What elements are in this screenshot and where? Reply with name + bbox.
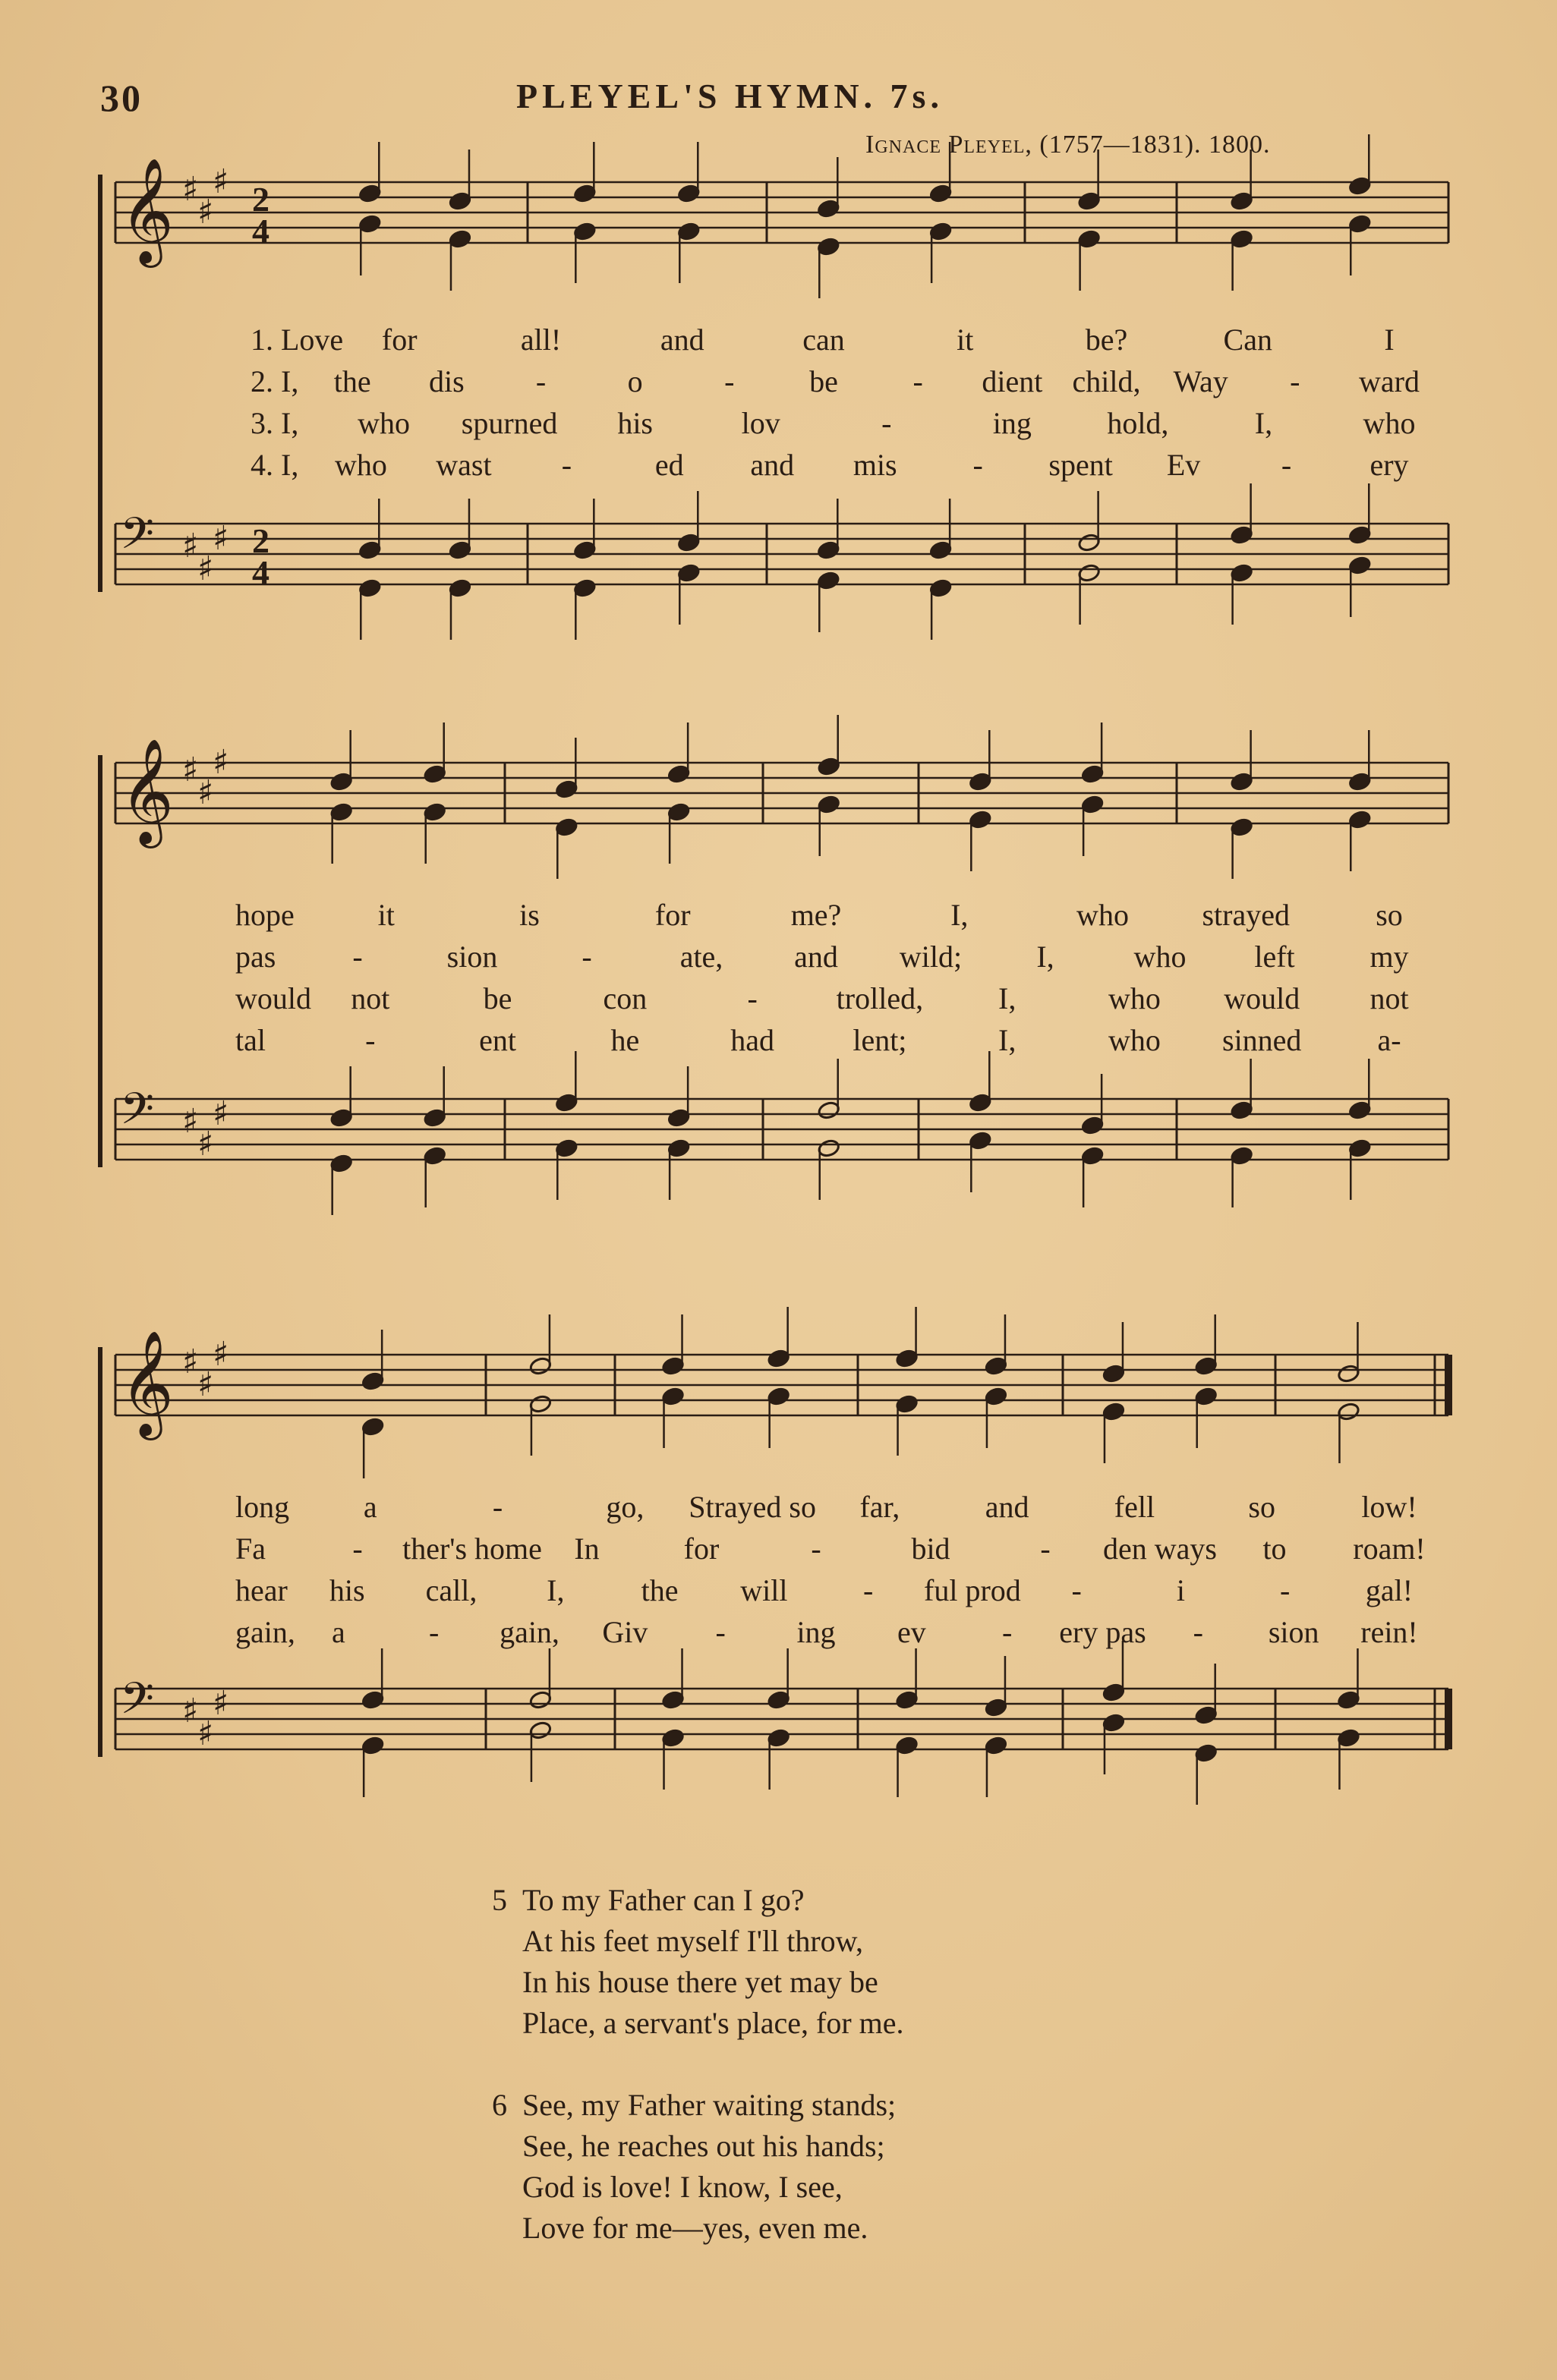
note-head [555, 1093, 578, 1113]
sharp-icon: ♯ [197, 1714, 214, 1753]
lyric-syllable: spent [1048, 448, 1113, 482]
sharp-icon: ♯ [182, 1102, 199, 1141]
note-head [361, 1736, 385, 1755]
note-head [1194, 1387, 1218, 1406]
note-head [1230, 229, 1253, 249]
lyric-syllable: ther's home [402, 1532, 542, 1566]
lyric-syllable: - [972, 448, 983, 482]
lyric-syllable: - [811, 1532, 821, 1566]
note-head [895, 1690, 919, 1710]
note-head [1348, 1100, 1372, 1120]
lyric-syllable: so [1248, 1490, 1276, 1524]
lyric-syllable: I [1384, 323, 1395, 357]
note-head [449, 578, 472, 598]
note-head [529, 1720, 553, 1740]
note-head [969, 810, 992, 830]
lyric-syllable: hear [235, 1573, 288, 1607]
lyric-syllable: spurned [461, 406, 558, 440]
note-head [661, 1356, 685, 1376]
note-head [969, 772, 992, 792]
lyric-syllable: for [683, 1532, 720, 1566]
lyric-syllable: 4. I, [251, 448, 299, 482]
lyric-syllable: - [582, 940, 592, 974]
sharp-icon: ♯ [197, 1365, 214, 1404]
lyric-syllable: who [1133, 940, 1187, 974]
lyric-syllable: dis [428, 364, 465, 398]
lyric-syllable: is [519, 898, 540, 932]
note-head [817, 237, 840, 257]
note-head [1081, 1116, 1105, 1135]
lyric-syllable: fell [1114, 1490, 1155, 1524]
lyric-syllable: I, [547, 1573, 565, 1607]
lyric-syllable: would [235, 981, 311, 1015]
note-head [1081, 795, 1105, 814]
lyric-syllable: for [381, 323, 418, 357]
lyric-syllable: mis [853, 448, 897, 482]
sharp-icon: ♯ [197, 773, 214, 812]
lyric-syllable: the [333, 364, 371, 398]
note-head [529, 1356, 553, 1376]
lyric-syllable: I, [998, 1023, 1016, 1057]
note-head [361, 1417, 385, 1437]
verse-line: In his house there yet may be [522, 1965, 878, 1999]
lyric-syllable: not [351, 981, 390, 1015]
note-head [985, 1698, 1008, 1717]
note-head [985, 1356, 1008, 1376]
note-head [767, 1387, 790, 1406]
sharp-icon: ♯ [182, 1692, 199, 1730]
verse-number: 6 [492, 2088, 507, 2122]
lyric-syllable: - [1290, 364, 1300, 398]
time-signature-top: 2 [252, 180, 269, 219]
note-head [1102, 1364, 1126, 1384]
note-head [667, 764, 691, 784]
note-head [423, 1146, 446, 1166]
note-head [895, 1394, 919, 1414]
lyric-syllable: - [492, 1490, 503, 1524]
lyric-syllable: hold, [1107, 406, 1169, 440]
note-head [1081, 1146, 1105, 1166]
note-head [767, 1349, 790, 1368]
note-head [817, 571, 840, 590]
note-head [667, 1108, 691, 1128]
lyric-syllable: Fa [235, 1532, 266, 1566]
verse-line: See, my Father waiting stands; [522, 2088, 897, 2122]
note-head [817, 540, 840, 560]
note-head [661, 1387, 685, 1406]
time-signature-top: 2 [252, 521, 269, 560]
lyric-syllable: - [1193, 1615, 1203, 1649]
time-signature-bottom: 4 [252, 553, 269, 592]
lyric-syllable: long [235, 1490, 290, 1524]
lyric-syllable: Strayed so [689, 1490, 816, 1524]
note-head [1230, 772, 1253, 792]
lyric-syllable: ful prod [924, 1573, 1021, 1607]
note-head [817, 757, 840, 776]
note-head [1230, 817, 1253, 837]
note-head [1337, 1402, 1360, 1421]
lyric-syllable: he [610, 1023, 640, 1057]
verse-line: Place, a servant's place, for me. [522, 2006, 904, 2040]
hymn-title: PLEYEL'S HYMN. 7s. [516, 77, 944, 115]
sharp-icon: ♯ [213, 743, 229, 782]
lyric-syllable: who [1076, 898, 1129, 932]
lyric-syllable: - [1281, 448, 1292, 482]
lyric-syllable: ery [1369, 448, 1409, 482]
lyric-syllable: lov [741, 406, 780, 440]
note-head [1230, 1146, 1253, 1166]
lyric-syllable: ery pas [1059, 1615, 1146, 1649]
lyric-syllable: In [574, 1532, 600, 1566]
note-head [677, 184, 701, 203]
lyric-syllable: not [1369, 981, 1409, 1015]
lyric-syllable: ing [796, 1615, 836, 1649]
lyric-syllable: - [912, 364, 923, 398]
note-head [358, 578, 382, 598]
note-head [361, 1690, 385, 1710]
note-head [767, 1728, 790, 1748]
note-head [449, 540, 472, 560]
lyric-syllable: sion [446, 940, 498, 974]
lyric-syllable: child, [1072, 364, 1141, 398]
note-head [573, 540, 597, 560]
time-signature-bottom: 4 [252, 212, 269, 250]
note-head [1348, 772, 1372, 792]
sharp-icon: ♯ [213, 1335, 229, 1374]
lyric-syllable: i [1176, 1573, 1186, 1607]
note-head [529, 1394, 553, 1414]
note-head [1337, 1364, 1360, 1384]
lyric-syllable: strayed [1202, 898, 1291, 932]
lyric-syllable: - [535, 364, 547, 398]
page-number: 30 [100, 77, 143, 119]
note-head [1348, 525, 1372, 545]
lyric-syllable: - [1001, 1615, 1013, 1649]
lyric-syllable: will [740, 1573, 788, 1607]
treble-clef-icon: 𝄞 [120, 1330, 174, 1436]
lyric-syllable: wast [436, 448, 492, 482]
note-head [423, 802, 446, 822]
sharp-icon: ♯ [197, 549, 214, 588]
lyric-syllable: had [730, 1023, 774, 1057]
lyric-syllable: - [724, 364, 735, 398]
note-head [423, 1108, 446, 1128]
lyric-syllable: ate, [679, 940, 723, 974]
lyric-syllable: be [483, 981, 512, 1015]
lyric-syllable: pas [235, 940, 276, 974]
lyric-syllable: to [1262, 1532, 1287, 1566]
lyric-syllable: tal [235, 1023, 266, 1057]
lyric-syllable: a [331, 1615, 345, 1649]
lyric-syllable: - [352, 940, 363, 974]
note-head [1230, 191, 1253, 211]
lyric-syllable: gain, [500, 1615, 559, 1649]
lyric-syllable: left [1254, 940, 1295, 974]
note-head [1077, 563, 1101, 583]
lyric-syllable: who [1108, 981, 1161, 1015]
lyric-syllable: be [809, 364, 838, 398]
note-head [449, 191, 472, 211]
lyric-syllable: far, [859, 1490, 900, 1524]
lyric-syllable: who [358, 406, 410, 440]
treble-clef-icon: 𝄞 [120, 158, 174, 263]
note-head [817, 1138, 840, 1158]
lyric-syllable: Way [1173, 364, 1228, 398]
note-head [767, 1690, 790, 1710]
note-head [667, 802, 691, 822]
note-head [361, 1371, 385, 1391]
lyric-syllable: it [377, 898, 395, 932]
lyric-syllable: my [1369, 940, 1409, 974]
note-head [667, 1138, 691, 1158]
lyric-syllable: - [428, 1615, 440, 1649]
lyric-syllable: o [627, 364, 643, 398]
lyric-syllable: and [660, 323, 704, 357]
note-head [1348, 556, 1372, 575]
note-head [895, 1349, 919, 1368]
note-head [677, 533, 701, 552]
lyric-syllable: ing [992, 406, 1032, 440]
lyric-syllable: 1. Love [251, 323, 344, 357]
note-head [1230, 1100, 1253, 1120]
treble-clef-icon: 𝄞 [120, 738, 174, 844]
lyric-syllable: ev [897, 1615, 926, 1649]
verse-number: 5 [492, 1883, 507, 1917]
note-head [895, 1736, 919, 1755]
note-head [555, 779, 578, 799]
lyric-syllable: - [881, 406, 892, 440]
lyric-syllable: hope [235, 898, 295, 932]
note-head [817, 795, 840, 814]
note-head [1337, 1728, 1360, 1748]
lyric-syllable: Giv [602, 1615, 648, 1649]
lyric-syllable: who [1108, 1023, 1161, 1057]
lyric-syllable: a- [1377, 1023, 1401, 1057]
lyric-syllable: dient [982, 364, 1043, 398]
lyric-syllable: I, [950, 898, 969, 932]
note-head [423, 764, 446, 784]
lyric-syllable: - [862, 1573, 874, 1607]
lyric-syllable: roam! [1353, 1532, 1426, 1566]
composer-credit: Ignace Pleyel, (1757—1831). 1800. [865, 131, 1271, 159]
note-head [677, 222, 701, 241]
lyric-syllable: a [363, 1490, 377, 1524]
lyric-syllable: and [985, 1490, 1029, 1524]
note-head [985, 1736, 1008, 1755]
lyric-syllable: con [603, 981, 648, 1015]
lyric-syllable: trolled, [836, 981, 924, 1015]
note-head [929, 540, 953, 560]
lyric-syllable: go, [606, 1490, 645, 1524]
verse-line: To my Father can I go? [522, 1883, 805, 1917]
sharp-icon: ♯ [197, 1125, 214, 1163]
verse-line: Love for me—yes, even me. [522, 2211, 868, 2245]
lyric-syllable: gain, [235, 1615, 295, 1649]
lyric-syllable: all! [520, 323, 562, 357]
sharp-icon: ♯ [213, 1684, 229, 1723]
sharp-icon: ♯ [213, 162, 229, 201]
note-head [817, 199, 840, 219]
lyric-syllable: Ev [1166, 448, 1201, 482]
lyric-syllable: it [957, 323, 974, 357]
lyric-syllable: 3. I, [251, 406, 299, 440]
note-head [929, 578, 953, 598]
lyric-syllable: who [335, 448, 387, 482]
note-head [329, 772, 353, 792]
note-head [573, 578, 597, 598]
lyric-syllable: be? [1085, 323, 1128, 357]
lyric-syllable: who [1363, 406, 1416, 440]
lyric-syllable: Can [1223, 323, 1272, 357]
lyric-syllable: I, [1254, 406, 1273, 440]
lyric-syllable: bid [911, 1532, 950, 1566]
note-head [449, 229, 472, 249]
verse-line: At his feet myself I'll throw, [522, 1924, 863, 1958]
lyric-syllable: would [1224, 981, 1300, 1015]
lyric-syllable: rein! [1360, 1615, 1418, 1649]
lyric-syllable: the [641, 1573, 679, 1607]
sharp-icon: ♯ [182, 1343, 199, 1381]
lyric-syllable: sion [1268, 1615, 1319, 1649]
note-head [1230, 525, 1253, 545]
note-head [929, 184, 953, 203]
note-head [1102, 1402, 1126, 1421]
lyric-syllable: so [1376, 898, 1403, 932]
lyric-syllable: wild; [899, 940, 963, 974]
lyric-syllable: 2. I, [251, 364, 299, 398]
note-head [529, 1690, 553, 1710]
note-head [1102, 1713, 1126, 1733]
note-head [1077, 533, 1101, 552]
note-head [1102, 1683, 1126, 1702]
lyric-syllable: call, [425, 1573, 478, 1607]
lyric-syllable: I, [998, 981, 1016, 1015]
note-head [817, 1100, 840, 1120]
note-head [1077, 191, 1101, 211]
note-head [573, 184, 597, 203]
note-head [1230, 563, 1253, 583]
bass-clef-icon: 𝄢 [120, 508, 155, 570]
note-head [969, 1131, 992, 1151]
note-head [358, 540, 382, 560]
note-head [1348, 1138, 1372, 1158]
note-head [358, 184, 382, 203]
note-head [661, 1728, 685, 1748]
lyric-syllable: his [617, 406, 653, 440]
note-head [358, 214, 382, 234]
lyric-syllable: - [715, 1615, 726, 1649]
sharp-icon: ♯ [182, 170, 199, 209]
lyric-syllable: - [1280, 1573, 1291, 1607]
note-head [1348, 810, 1372, 830]
bass-clef-icon: 𝄢 [120, 1083, 155, 1145]
note-head [573, 222, 597, 241]
note-head [969, 1093, 992, 1113]
lyric-syllable: den ways [1103, 1532, 1217, 1566]
note-head [329, 1108, 353, 1128]
lyric-syllable: can [802, 323, 845, 357]
lyric-syllable: - [365, 1023, 376, 1057]
note-head [329, 802, 353, 822]
sharp-icon: ♯ [182, 527, 199, 565]
lyric-syllable: - [1040, 1532, 1051, 1566]
lyric-syllable: low! [1361, 1490, 1417, 1524]
note-head [1194, 1743, 1218, 1763]
note-head [1348, 176, 1372, 196]
lyric-syllable: ent [479, 1023, 516, 1057]
lyric-syllable: lent; [853, 1023, 907, 1057]
note-head [555, 817, 578, 837]
sharp-icon: ♯ [213, 519, 229, 558]
sharp-icon: ♯ [197, 193, 214, 231]
lyric-syllable: and [794, 940, 838, 974]
lyric-syllable: his [329, 1573, 365, 1607]
sharp-icon: ♯ [213, 1094, 229, 1133]
note-head [1194, 1356, 1218, 1376]
lyric-syllable: gal! [1365, 1573, 1414, 1607]
lyric-syllable: for [654, 898, 691, 932]
note-head [555, 1138, 578, 1158]
lyric-syllable: sinned [1222, 1023, 1302, 1057]
lyric-syllable: ward [1359, 364, 1420, 398]
verse-line: God is love! I know, I see, [522, 2170, 843, 2204]
note-head [1077, 229, 1101, 249]
note-head [677, 563, 701, 583]
bass-clef-icon: 𝄢 [120, 1673, 155, 1735]
lyric-syllable: me? [790, 898, 842, 932]
note-head [661, 1690, 685, 1710]
sharp-icon: ♯ [182, 751, 199, 789]
note-head [1194, 1705, 1218, 1725]
lyric-syllable: - [561, 448, 572, 482]
note-head [1081, 764, 1105, 784]
lyric-syllable: - [1071, 1573, 1082, 1607]
note-head [929, 222, 953, 241]
note-head [1348, 214, 1372, 234]
verse-line: See, he reaches out his hands; [522, 2129, 885, 2163]
note-head [1337, 1690, 1360, 1710]
note-head [985, 1387, 1008, 1406]
lyric-syllable: and [750, 448, 795, 482]
lyric-syllable: - [352, 1532, 363, 1566]
lyric-syllable: I, [1036, 940, 1054, 974]
note-head [329, 1154, 353, 1173]
lyric-syllable: - [747, 981, 758, 1015]
lyric-syllable: ed [654, 448, 684, 482]
